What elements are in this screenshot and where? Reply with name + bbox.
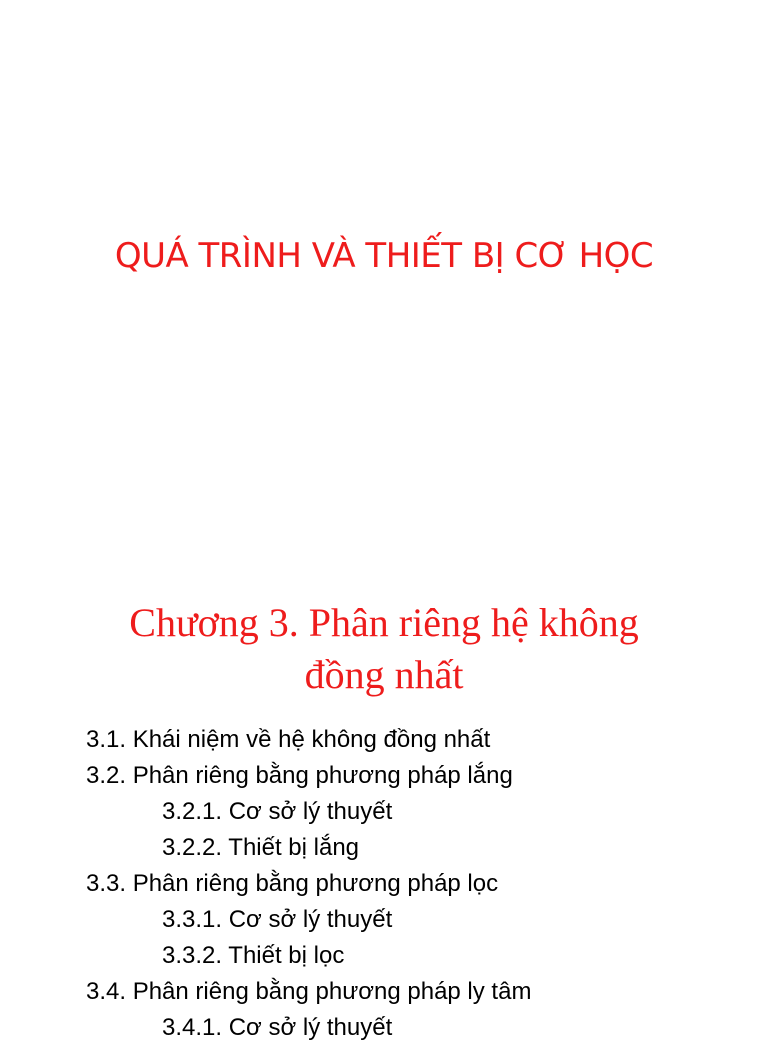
chapter-title-line-1: Chương 3. Phân riêng hệ không xyxy=(129,600,639,645)
chapter-title xyxy=(0,597,768,701)
toc-item: 3.4. Phân riêng bằng phương pháp ly tâm xyxy=(86,978,532,1005)
toc-subitem: 3.3.2. Thiết bị lọc xyxy=(162,942,345,969)
toc-subitem: 3.2.2. Thiết bị lắng xyxy=(162,834,360,861)
toc-item: 3.2. Phân riêng bằng phương pháp lắng xyxy=(86,762,513,789)
toc-item: 3.1. Khái niệm về hệ không đồng nhất xyxy=(86,726,491,753)
toc-subitem: 3.3.1. Cơ sở lý thuyết xyxy=(162,906,393,933)
toc-item: 3.3. Phân riêng bằng phương pháp lọc xyxy=(86,870,499,897)
chapter-title-line-2: đồng nhất xyxy=(304,652,464,697)
slide-title: QUÁ TRÌNH VÀ THIẾT BỊ CƠ HỌC xyxy=(114,236,654,276)
toc-subitem: 3.4.1. Cơ sở lý thuyết xyxy=(162,1014,393,1041)
table-of-contents xyxy=(86,722,531,1046)
toc-subitem: 3.2.1. Cơ sở lý thuyết xyxy=(162,798,393,825)
